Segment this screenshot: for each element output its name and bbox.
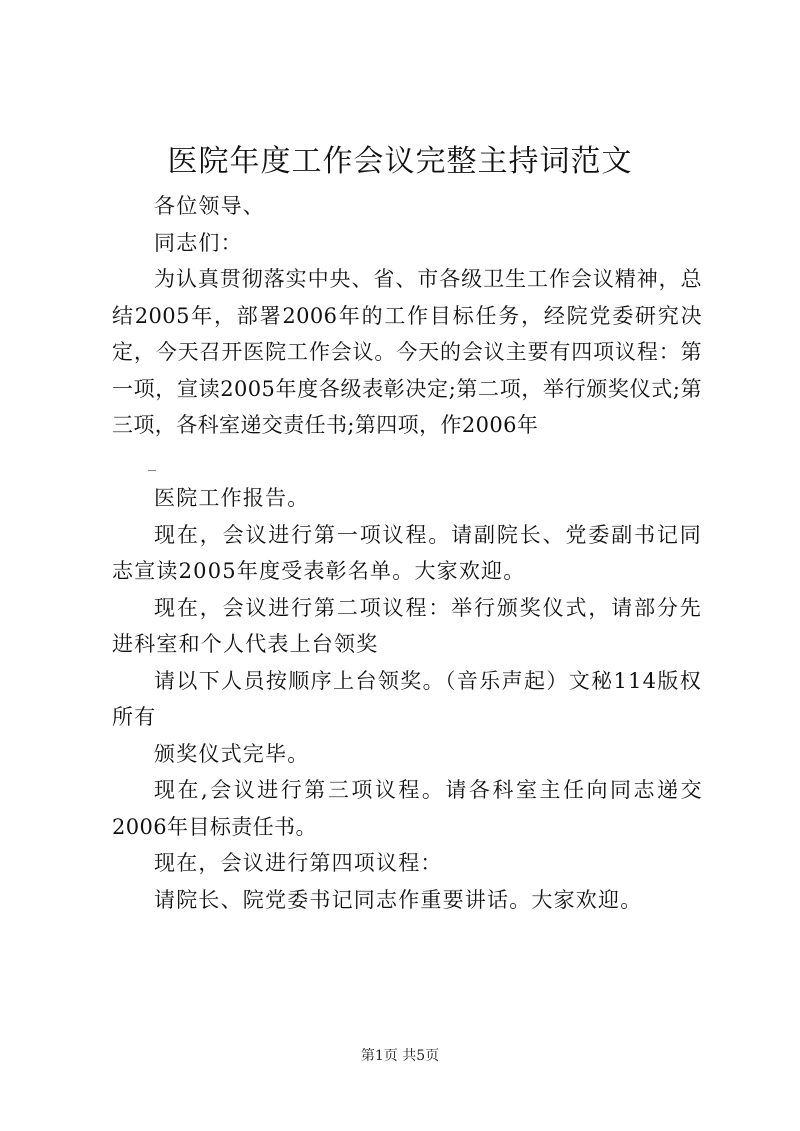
page-footer: 第1页 共5页 xyxy=(360,1048,440,1064)
agenda-item-three-paragraph: 现在,会议进行第三项议程。请各科室主任向同志递交2006年目标责任书。 xyxy=(112,778,702,839)
salutation-leaders: 各位领导、 xyxy=(154,194,265,218)
report-paragraph: 医院工作报告。 xyxy=(154,486,310,510)
agenda-item-four-paragraph: 现在，会议进行第四项议程： xyxy=(154,851,443,875)
award-order-paragraph: 请以下人员按顺序上台领奖。（音乐声起）文秘114版权所有 xyxy=(112,668,702,729)
agenda-item-one-paragraph: 现在，会议进行第一项议程。请副院长、党委副书记同志宣读2005年度受表彰名单。大家欢迎。 xyxy=(112,522,702,583)
closing-speech-paragraph: 请院长、院党委书记同志作重要讲话。大家欢迎。 xyxy=(154,887,643,912)
agenda-item-two-paragraph: 现在，会议进行第二项议程：举行颁奖仪式，请部分先进科室和个人代表上台领奖 xyxy=(112,595,702,656)
award-complete-paragraph: 颁奖仪式完毕。 xyxy=(154,741,310,766)
salutation-comrades: 同志们： xyxy=(154,230,243,255)
opening-paragraph: 为认真贯彻落实中央、省、市各级卫生工作会议精神，总结2005年，部署2006年的工作目标任务，经院党委研究决定，今天召开医院工作会议。今天的会议主要有四项议程：第一项，宣读2005年度各级表彰决定;第二项，举行颁奖仪式;第三项，各科室递交责任书;第四项，作2006年 xyxy=(112,267,702,437)
document-body xyxy=(112,188,702,918)
document-title: 医院年度工作会议完整主持词范文 xyxy=(167,144,633,179)
page-separator-mark: _ xyxy=(148,451,156,471)
